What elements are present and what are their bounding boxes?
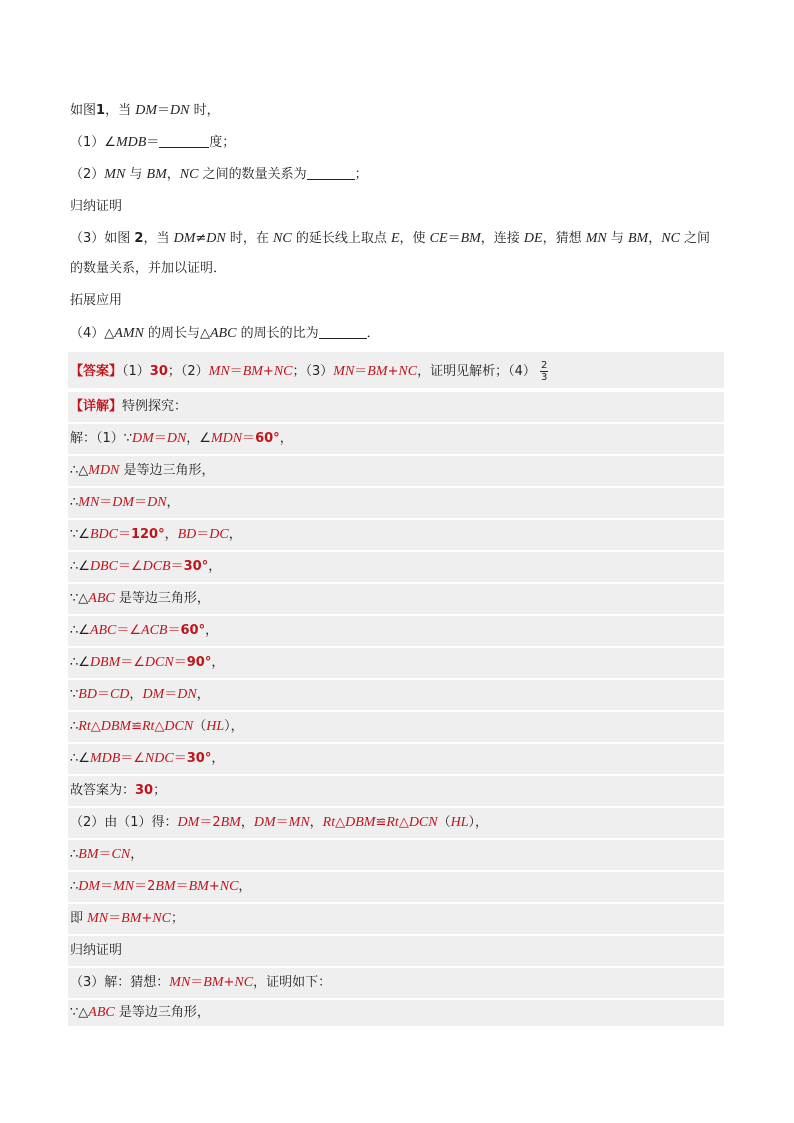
answer-fraction: $\frac{2}{3}$ [541, 360, 548, 383]
solution-step: ∴△MDN 是等边三角形， [70, 463, 215, 478]
solution-step: ∴MN＝DM＝DN， [70, 495, 180, 510]
question-part-4: （4）△AMN 的周长与△ABC 的周长的比为 ． [70, 326, 380, 341]
solution-step: ∵∠BDC＝120°，BD＝DC， [70, 527, 242, 542]
solution-step: 解：（1）∵DM＝DN，∠MDN＝60°， [70, 431, 293, 446]
answer-blank [159, 133, 209, 148]
solution-step: ∴∠DBC＝∠DCB＝30°， [70, 559, 222, 574]
section-heading: 归纳证明 [70, 943, 123, 958]
question-part-3: （3）如图 2，当 DM≠DN 时，在 NC 的延长线上取点 E，使 CE＝BM，连接 DE，猜想 MN 与 BM，NC 之间 [70, 231, 711, 246]
solution-step: ∴∠DBM＝∠DCN＝90°， [70, 655, 225, 670]
solution-step: 故答案为：30； [70, 783, 167, 798]
answer-blank [319, 324, 367, 339]
section-heading: 拓展应用 [70, 293, 123, 308]
solution-step: 即 MN＝BM+NC； [70, 911, 184, 926]
solution-step: ∵△ABC 是等边三角形， [70, 1005, 210, 1020]
question-part-3-cont: 的数量关系，并加以证明． [70, 261, 227, 276]
question-intro: 如图1，当 DM＝DN 时， [70, 103, 220, 118]
answer-blank [307, 165, 355, 180]
detail-heading: 【详解】特例探究： [70, 399, 188, 414]
solution-step: ∴∠MDB＝∠NDC＝30°， [70, 751, 225, 766]
question-part-1: （1）∠MDB＝ 度； [70, 135, 236, 150]
answer-line: 【答案】（1）30；（2）MN＝BM+NC；（3）MN＝BM+NC，证明见解析；（4） $\frac{2}{3}$ [70, 360, 548, 383]
solution-step: （3）解：猜想：MN＝BM+NC，证明如下： [70, 975, 332, 990]
question-part-2: （2）MN 与 BM，NC 之间的数量关系为 ； [70, 167, 368, 182]
solution-step: ∵BD＝CD，DM＝DN， [70, 687, 210, 702]
solution-step: ∴BM＝CN， [70, 847, 144, 862]
solution-step: ∴Rt△DBM≌Rt△DCN（HL）， [70, 719, 244, 734]
solution-step: ∴∠ABC＝∠ACB＝60°， [70, 623, 219, 638]
solution-step: ∴DM＝MN＝2BM＝BM+NC， [70, 879, 252, 894]
section-heading: 归纳证明 [70, 199, 123, 214]
solution-step: （2）由（1）得：DM＝2BM，DM＝MN，Rt△DBM≌Rt△DCN（HL）， [70, 815, 489, 830]
solution-step: ∵△ABC 是等边三角形， [70, 591, 210, 606]
